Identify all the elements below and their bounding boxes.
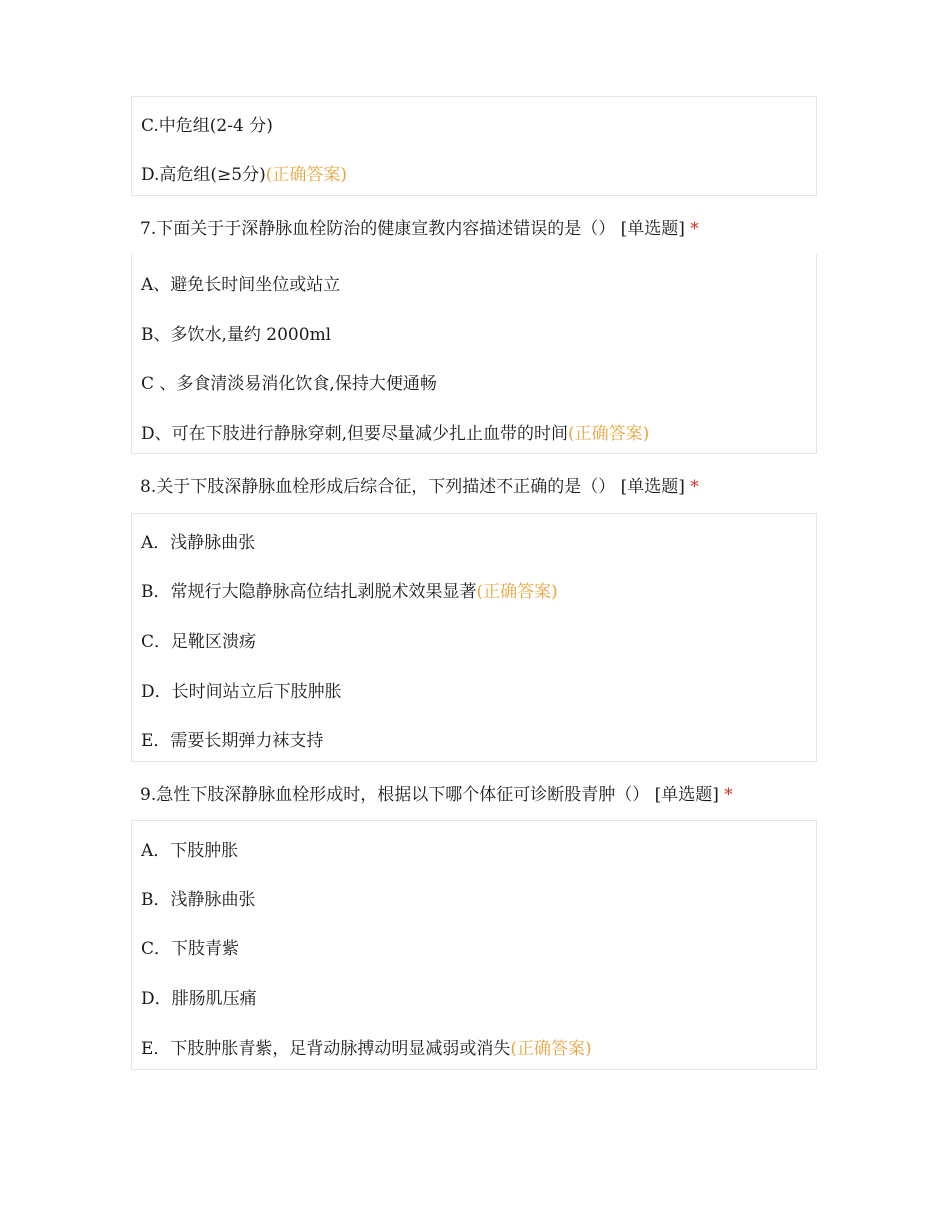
option-text: B．常规行大隐静脉高位结扎剥脱术效果显著 (141, 582, 477, 602)
q9-option-b[interactable] (141, 890, 256, 910)
option-text: C 、多食清淡易消化饮食,保持大便通畅 (141, 374, 437, 394)
q7-option-a[interactable] (141, 275, 340, 295)
option-text: A．浅静脉曲张 (141, 533, 256, 553)
option-text: E．需要长期弹力袜支持 (141, 731, 324, 751)
question-text: 7.下面关于于深静脉血栓防治的健康宣教内容描述错误的是（） (140, 219, 616, 239)
required-mark: * (724, 785, 733, 805)
option-text: D．长时间站立后下肢肿胀 (141, 682, 342, 702)
question-text: 8.关于下肢深静脉血栓形成后综合征，下列描述不正确的是（） (140, 477, 616, 497)
question-text: 9.急性下肢深静脉血栓形成时，根据以下哪个体征可诊断股青肿（） (140, 785, 650, 805)
option-text: D．腓肠肌压痛 (141, 989, 257, 1009)
question-type-tag: [单选题] (654, 785, 719, 805)
q7-option-d[interactable] (141, 424, 649, 444)
question-type-tag: [单选题] (620, 219, 685, 239)
q6-option-c[interactable] (141, 116, 273, 136)
correct-answer-tag: (正确答案) (265, 165, 348, 185)
q8-option-b[interactable] (141, 582, 558, 602)
option-text: C．下肢青紫 (141, 939, 240, 959)
q8-option-d[interactable] (141, 682, 342, 702)
option-text: A、避免长时间坐位或站立 (141, 275, 341, 295)
question-type-tag: [单选题] (620, 477, 685, 497)
correct-answer-tag: (正确答案) (476, 582, 558, 602)
q9-option-a[interactable] (141, 841, 238, 861)
option-text: C．足靴区溃疡 (141, 632, 257, 652)
option-text: D.高危组(≥5分) (141, 165, 266, 185)
q8-option-c[interactable] (141, 632, 256, 652)
option-text: E．下肢肿胀青紫，足背动脉搏动明显减弱或消失 (141, 1039, 511, 1059)
q6-option-d[interactable] (141, 165, 347, 185)
q8-options-box (131, 513, 817, 762)
option-text: B、多饮水,量约 2000ml (141, 325, 332, 345)
q7-option-c[interactable] (141, 374, 437, 394)
q7-option-b[interactable] (141, 325, 331, 345)
correct-answer-tag: (正确答案) (510, 1039, 592, 1059)
q8-option-e[interactable] (141, 731, 323, 751)
q6-options-box (131, 96, 817, 196)
correct-answer-tag: (正确答案) (568, 424, 650, 444)
option-text: A．下肢肿胀 (141, 841, 239, 861)
option-text: D、可在下肢进行静脉穿刺,但要尽量减少扎止血带的时间 (141, 424, 569, 444)
option-text: B．浅静脉曲张 (141, 890, 256, 910)
required-mark: * (690, 219, 699, 239)
q7-title (140, 219, 699, 239)
q8-option-a[interactable] (141, 533, 255, 553)
q9-title (140, 785, 733, 805)
required-mark: * (690, 477, 699, 497)
q9-option-c[interactable] (141, 939, 239, 959)
q9-options-box (131, 820, 817, 1070)
q7-options-box (131, 254, 817, 454)
option-text: C.中危组(2-4 分) (141, 116, 273, 136)
q9-option-d[interactable] (141, 989, 257, 1009)
q9-option-e[interactable] (141, 1039, 592, 1059)
q8-title (140, 477, 699, 497)
